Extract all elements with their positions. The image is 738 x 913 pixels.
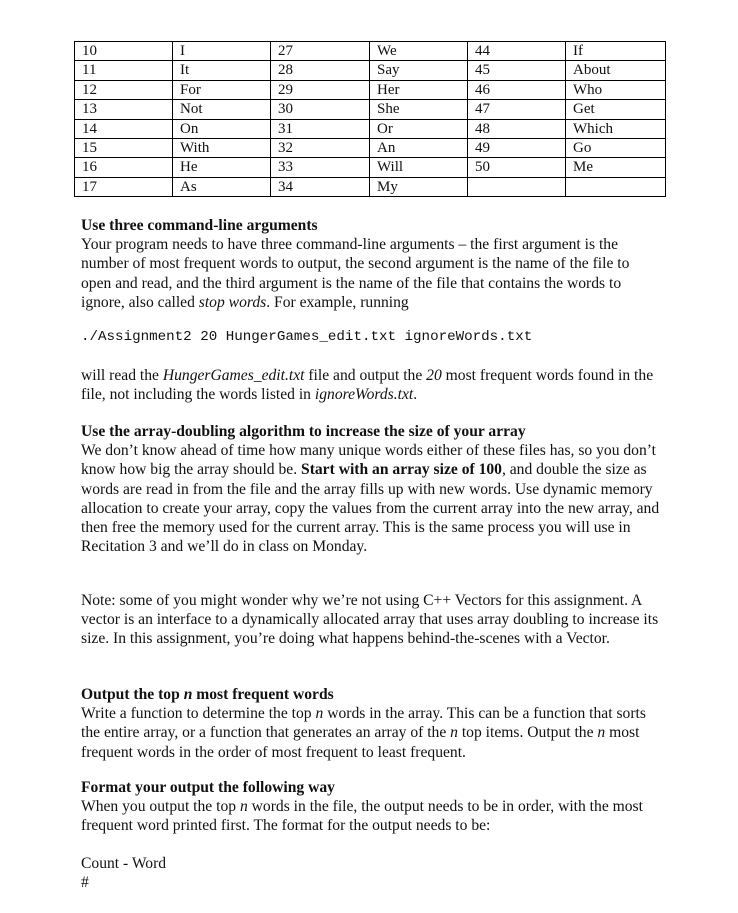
table-cell: Will: [370, 158, 468, 177]
table-cell: Which: [566, 119, 666, 138]
table-row: [75, 100, 666, 119]
table-cell: Or: [370, 119, 468, 138]
example-explanation: will read the HungerGames_edit.txt file and output the 20 most frequent words found in the file, not including the words listed in ignoreWords.txt.: [81, 367, 654, 404]
table-cell: 14: [75, 119, 173, 138]
table-cell: 49: [468, 138, 566, 157]
table-cell: 33: [271, 158, 370, 177]
table-row: [75, 42, 666, 61]
table-cell: 11: [75, 61, 173, 80]
table-cell: An: [370, 138, 468, 157]
section-heading: Format your output the following way: [81, 779, 335, 796]
table-cell: Not: [173, 100, 271, 119]
table-cell: 16: [75, 158, 173, 177]
table-cell: She: [370, 100, 468, 119]
section-format-output: [81, 778, 661, 836]
table-cell: My: [370, 177, 468, 196]
table-cell: He: [173, 158, 271, 177]
table-row: [75, 158, 666, 177]
table-cell: 31: [271, 119, 370, 138]
section-array-doubling: [81, 422, 661, 556]
note-paragraph: Note: some of you might wonder why we’re not using C++ Vectors for this assignment. A vector is an interface to a dynamically allocated array that uses array doubling to increase its size. In this assignment, you’re doing what happens behind-the-scenes with a Vector.: [81, 592, 659, 648]
stop-words-table: [74, 41, 666, 197]
table-cell: If: [566, 42, 666, 61]
table-cell: 34: [271, 177, 370, 196]
table-cell: On: [173, 119, 271, 138]
table-cell: 50: [468, 158, 566, 177]
table-cell: 13: [75, 100, 173, 119]
table-cell: 15: [75, 138, 173, 157]
table-cell: We: [370, 42, 468, 61]
table-row: [75, 138, 666, 157]
table-cell: 10: [75, 42, 173, 61]
section-body: Your program needs to have three command-line arguments – the first argument is the number of most frequent words to output, the second argument is the name of the file to open and read, and the third argument is the name of the file that contains the words to ignore, also called stop words. For example, running: [81, 236, 630, 311]
table-cell: [566, 177, 666, 196]
section-heading: Use three command-line arguments: [81, 217, 318, 234]
table-row: [75, 61, 666, 80]
table-cell: It: [173, 61, 271, 80]
table-cell: Get: [566, 100, 666, 119]
table-cell: 46: [468, 80, 566, 99]
table-cell: I: [173, 42, 271, 61]
table-row: [75, 177, 666, 196]
table-row: [75, 80, 666, 99]
table-cell: With: [173, 138, 271, 157]
table-cell: Who: [566, 80, 666, 99]
section-command-line-args: [81, 216, 661, 312]
section-body: When you output the top n words in the file, the output needs to be in order, with the most frequent word printed first. The format for the output needs to be:: [81, 798, 643, 835]
table-cell: 12: [75, 80, 173, 99]
table-cell: 27: [271, 42, 370, 61]
table-cell: Say: [370, 61, 468, 80]
table-cell: 47: [468, 100, 566, 119]
table-cell: For: [173, 80, 271, 99]
table-row: [75, 119, 666, 138]
section-top-n: [81, 685, 661, 762]
section-heading: Use the array-doubling algorithm to increase the size of your array: [81, 423, 526, 440]
table-cell: Me: [566, 158, 666, 177]
table-cell: 28: [271, 61, 370, 80]
table-cell: About: [566, 61, 666, 80]
section-body: Write a function to determine the top n words in the array. This can be a function that sorts the entire array, or a function that generates an array of the n top items. Output the n most frequent words in the order of most frequent to least frequent.: [81, 705, 646, 761]
section-heading: Output the top n most frequent words: [81, 686, 334, 703]
table-cell: As: [173, 177, 271, 196]
table-cell: [468, 177, 566, 196]
table-cell: Her: [370, 80, 468, 99]
table-cell: 48: [468, 119, 566, 138]
table-cell: 45: [468, 61, 566, 80]
table-cell: 29: [271, 80, 370, 99]
table-cell: 44: [468, 42, 566, 61]
table-cell: Go: [566, 138, 666, 157]
example-command: ./Assignment2 20 HungerGames_edit.txt ignoreWords.txt: [81, 329, 533, 345]
table-cell: 30: [271, 100, 370, 119]
table-cell: 17: [75, 177, 173, 196]
output-format-example: Count - Word #: [81, 855, 167, 892]
table-cell: 32: [271, 138, 370, 157]
section-body: We don’t know ahead of time how many unique words either of these files has, so you don’t know how big the array should be. Start with an array size of 100, and double the size as words are read in from the file and the array fills up with new words. Use dynamic memory allocation to create your array, copy the values from the current array into the new array, and then free the memory used for the current array. This is the same process you will use in Recitation 3 and we’ll do in class on Monday.: [81, 442, 660, 556]
